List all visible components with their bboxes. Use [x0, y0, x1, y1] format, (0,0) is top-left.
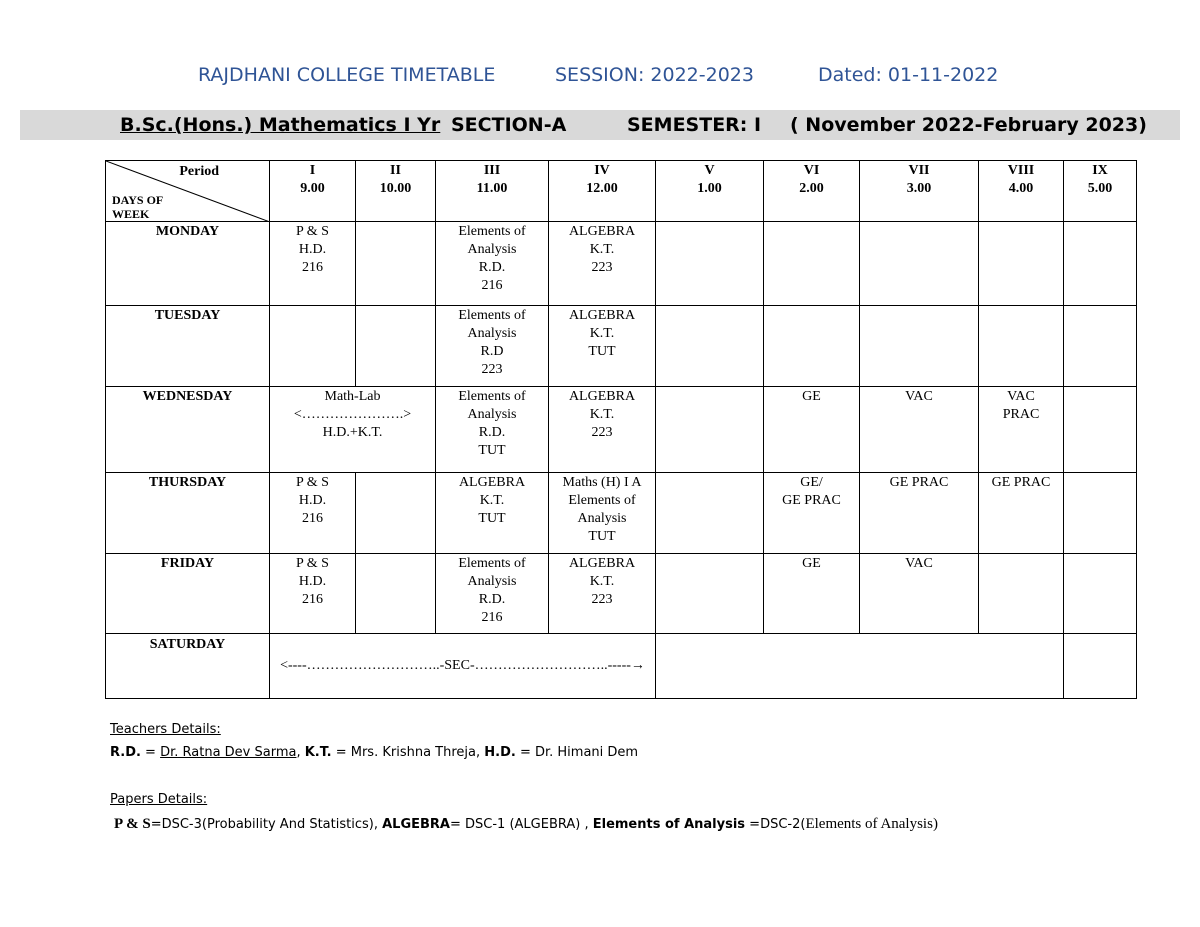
dated-label: Dated: 01-11-2022: [818, 64, 999, 86]
day-tuesday: TUESDAY: [106, 306, 270, 387]
thursday-p3: ALGEBRA K.T. TUT: [436, 473, 549, 554]
friday-p6: GE: [764, 554, 860, 634]
tuesday-p4: ALGEBRA K.T. TUT: [549, 306, 656, 387]
monday-p1: P & S H.D. 216: [270, 222, 356, 306]
period-header-7: VII 3.00: [860, 161, 979, 222]
day-thursday: THURSDAY: [106, 473, 270, 554]
period-label: Period: [179, 164, 219, 179]
thursday-row: [106, 473, 1137, 554]
thursday-p8: GE PRAC: [979, 473, 1064, 554]
wednesday-p3: Elements of Analysis R.D. TUT: [436, 387, 549, 473]
period-header-6: VI 2.00: [764, 161, 860, 222]
day-wednesday: WEDNESDAY: [106, 387, 270, 473]
monday-p6: [764, 222, 860, 306]
period-header-9: IX 5.00: [1064, 161, 1137, 222]
tuesday-p3: Elements of Analysis R.D 223: [436, 306, 549, 387]
header-row: [106, 161, 1137, 222]
period-header-8: VIII 4.00: [979, 161, 1064, 222]
duration-label: ( November 2022-February 2023): [790, 114, 1147, 136]
thursday-p2: [356, 473, 436, 554]
tuesday-p7: [860, 306, 979, 387]
tuesday-p5: [656, 306, 764, 387]
friday-p7: VAC: [860, 554, 979, 634]
day-friday: FRIDAY: [106, 554, 270, 634]
saturday-empty: [656, 634, 1064, 699]
monday-p9: [1064, 222, 1137, 306]
section-label: SECTION-A: [451, 114, 567, 136]
teachers-details: R.D. = Dr. Ratna Dev Sarma, K.T. = Mrs. Krishna Threja, H.D. = Dr. Himani Dem: [110, 745, 639, 760]
papers-heading: Papers Details:: [110, 792, 208, 807]
period-header-4: IV 12.00: [549, 161, 656, 222]
monday-p3: Elements of Analysis R.D. 216: [436, 222, 549, 306]
papers-details: P & S=DSC-3(Probability And Statistics), ALGEBRA= DSC-1 (ALGEBRA) , Elements of Analysis =DSC-2(Elements of Analysis): [114, 816, 938, 832]
monday-p2: [356, 222, 436, 306]
wednesday-p9: [1064, 387, 1137, 473]
friday-row: [106, 554, 1137, 634]
tuesday-p9: [1064, 306, 1137, 387]
semester-label: SEMESTER: I: [627, 114, 762, 136]
tuesday-row: [106, 306, 1137, 387]
tuesday-p6: [764, 306, 860, 387]
wednesday-p8: VAC PRAC: [979, 387, 1064, 473]
college-title: RAJDHANI COLLEGE TIMETABLE: [198, 64, 496, 86]
timetable-title: [0, 64, 1200, 90]
thursday-p4: Maths (H) I A Elements of Analysis TUT: [549, 473, 656, 554]
wednesday-row: [106, 387, 1137, 473]
wednesday-p7: VAC: [860, 387, 979, 473]
wednesday-p4: ALGEBRA K.T. 223: [549, 387, 656, 473]
period-header-1: I 9.00: [270, 161, 356, 222]
wednesday-p6: GE: [764, 387, 860, 473]
wednesday-p5: [656, 387, 764, 473]
monday-p7: [860, 222, 979, 306]
wednesday-p1-p2: Math-Lab <………………….> H.D.+K.T.: [270, 387, 436, 473]
friday-p5: [656, 554, 764, 634]
course-name: B.Sc.(Hons.) Mathematics I Yr: [120, 114, 441, 136]
period-header-3: III 11.00: [436, 161, 549, 222]
timetable-grid: [105, 160, 1137, 699]
friday-p2: [356, 554, 436, 634]
friday-p4: ALGEBRA K.T. 223: [549, 554, 656, 634]
friday-p9: [1064, 554, 1137, 634]
monday-p5: [656, 222, 764, 306]
thursday-p1: P & S H.D. 216: [270, 473, 356, 554]
saturday-row: [106, 634, 1137, 699]
tuesday-p1: [270, 306, 356, 387]
day-saturday: SATURDAY: [106, 634, 270, 699]
day-monday: MONDAY: [106, 222, 270, 306]
friday-p1: P & S H.D. 216: [270, 554, 356, 634]
thursday-p9: [1064, 473, 1137, 554]
days-of-week-label: DAYS OF WEEK: [112, 193, 163, 221]
monday-p4: ALGEBRA K.T. 223: [549, 222, 656, 306]
monday-p8: [979, 222, 1064, 306]
thursday-p5: [656, 473, 764, 554]
monday-row: [106, 222, 1137, 306]
saturday-sec: <----………………………..-SEC-………………………..-----→: [270, 634, 656, 699]
teachers-heading: Teachers Details:: [110, 722, 221, 737]
tuesday-p8: [979, 306, 1064, 387]
friday-p3: Elements of Analysis R.D. 216: [436, 554, 549, 634]
thursday-p7: GE PRAC: [860, 473, 979, 554]
corner-cell: [106, 161, 270, 222]
tuesday-p2: [356, 306, 436, 387]
saturday-p9: [1064, 634, 1137, 699]
friday-p8: [979, 554, 1064, 634]
period-header-2: II 10.00: [356, 161, 436, 222]
period-header-5: V 1.00: [656, 161, 764, 222]
session-label: SESSION: 2022-2023: [555, 64, 754, 86]
thursday-p6: GE/ GE PRAC: [764, 473, 860, 554]
course-subheader: [20, 110, 1180, 140]
